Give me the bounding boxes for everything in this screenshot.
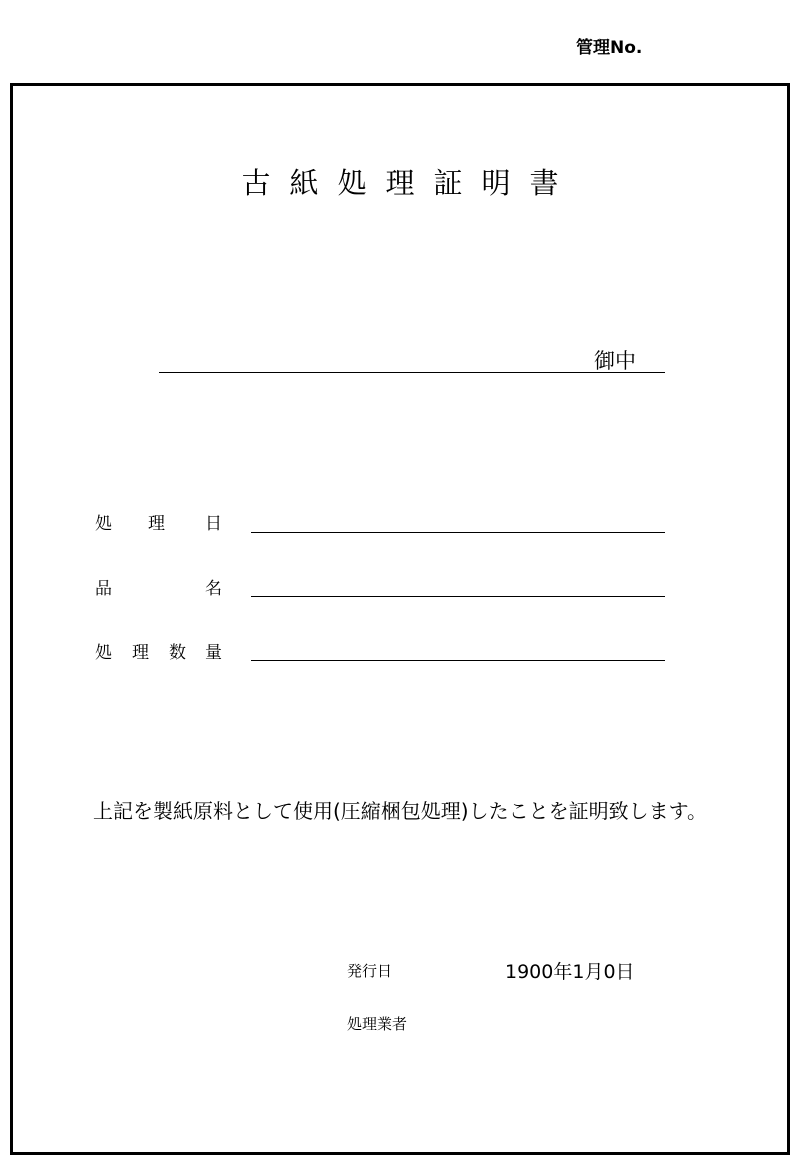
label-char: 理: [132, 643, 149, 663]
processor-label: 処理業者: [347, 1015, 408, 1033]
addressee-suffix: 御中: [594, 349, 636, 373]
product-name-field[interactable]: [251, 596, 665, 597]
issue-date-value: 1900年1月0日: [505, 961, 635, 983]
label-char: 理: [148, 514, 165, 534]
processing-quantity-field[interactable]: [251, 660, 665, 661]
certification-statement: 上記を製紙原料として使用(圧縮梱包処理)したことを証明致します。: [92, 799, 707, 823]
label-char: 数: [169, 643, 186, 663]
addressee-field[interactable]: [159, 372, 665, 373]
label-char: 日: [205, 514, 222, 534]
processing-date-field[interactable]: [251, 532, 665, 533]
label-char: 処: [95, 643, 112, 663]
label-char: 品: [95, 579, 112, 599]
issue-date-label: 発行日: [347, 962, 393, 980]
certificate-frame: [10, 83, 790, 1155]
document-title: 古紙処理証明書: [241, 166, 578, 200]
label-char: 処: [95, 514, 112, 534]
label-char: 名: [205, 579, 222, 599]
management-number-label: 管理No.: [576, 38, 643, 58]
label-char: 量: [205, 643, 222, 663]
